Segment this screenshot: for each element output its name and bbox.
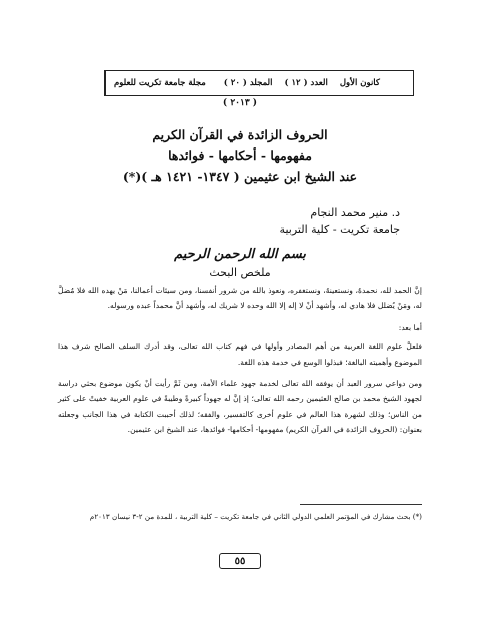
abstract-body bbox=[58, 283, 422, 444]
volume-label: المجلد ( ٢٠ ) bbox=[223, 78, 273, 88]
paper-title bbox=[60, 124, 420, 187]
journal-header bbox=[104, 70, 414, 96]
title-line-2: مفهومها - أحكامها - فوائدها bbox=[168, 148, 312, 163]
title-line-1: الحروف الزائدة في القرآن الكريم bbox=[152, 127, 328, 142]
author-name: د. منير محمد النجام bbox=[310, 206, 400, 219]
issue-label: العدد ( ١٢ ) bbox=[284, 78, 328, 88]
footnote: (*) بحث مشارك في المؤتمر العلمي الدولي الثاني في جامعة تكريت – كلية التربية ، للمدة من ٢-٣ نيسان ٢٠١٣م bbox=[89, 512, 422, 521]
title-line-3: عند الشيخ ابن عثيمين ( ١٣٤٧- ١٤٢١ هـ )(*) bbox=[122, 169, 358, 184]
paragraph-topic: ومن دواعي سرور العبد أن يوفقه الله تعالى لخدمة جهود علماء الأمة، ومن ثَمَّ رأيت أنْ يكون موضوع بحثي دراسة لجهود الشيخ محمد بن صالح العثيمين رحمه الله تعالى؛ إذ إنَّ له جهوداً كبيرةً وطيبةً في علوم العربية خفيتْ على كثير من الناس؛ وذلك لشهرة هذا العالم في علوم أخرى كالتفسير، والفقه؛ لذلك أحببت الكتابة في هذا الجانب وجعلته بعنوان: (الحروف الزائدة في القرآن الكريم) مفهومها- أحكامها- فوائدها، عند الشيخ ابن عثيمين. bbox=[58, 379, 422, 435]
paragraph-amma-bad: أما بعد: bbox=[398, 322, 422, 332]
page-number: ٥٥ bbox=[219, 553, 261, 569]
abstract-heading: ملخص البحث bbox=[209, 266, 271, 279]
author-block bbox=[280, 204, 400, 238]
paragraph-importance: فلعلَّ علوم اللغة العربية من أهم المصادر وأولها في فهم كتاب الله تعالى، وقد أدرك السلف الصالح شرف هذا الموضوع وأهميته البالغة؛ فبذلوا الوسع في خدمة هذه اللغة. bbox=[58, 342, 422, 367]
author-affiliation: جامعة تكريت - كلية التربية bbox=[279, 223, 400, 236]
month-label: كانون الأول bbox=[339, 78, 380, 88]
journal-name: مجلة جامعة تكريت للعلوم bbox=[105, 71, 214, 95]
paragraph-opening: إنَّ الحمد لله، نحمدهُ، ونستعينهُ، ونستغفره، ونعوذ بالله من شرور أنفسنا، ومن سيئات أعمالنا، مَنْ يهده الله فلا مُضلَّ له، ومَنْ يُضلل فلا هادي له، وأشهد أنْ لا إله إلا الله وحده لا شريك له، وأشهد أنَّ محمداً عبده ورسوله. bbox=[58, 286, 422, 311]
basmala: بسم الله الرحمن الرحيم bbox=[174, 247, 306, 262]
footnote-divider bbox=[300, 504, 422, 505]
issue-year: ( ٢٠١٣ ) bbox=[222, 98, 258, 108]
issue-meta bbox=[214, 78, 390, 88]
